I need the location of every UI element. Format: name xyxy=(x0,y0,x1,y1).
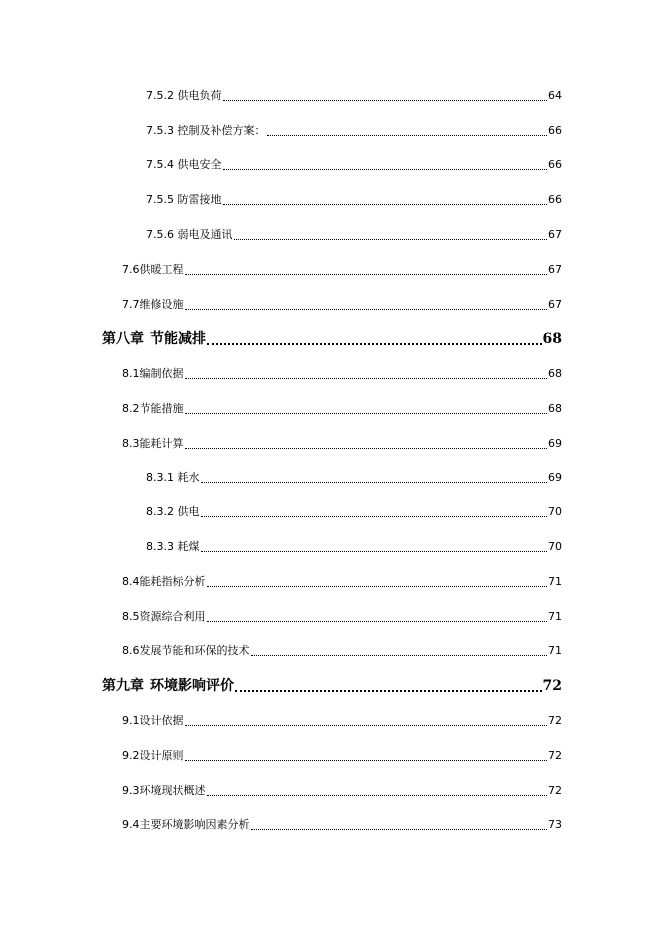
toc-entry-title: 控制及补偿方案： xyxy=(177,124,266,137)
toc-entry-label xyxy=(122,263,184,277)
toc-entry-9-3[interactable] xyxy=(122,784,562,798)
toc-page-number: 69 xyxy=(548,471,562,484)
toc-chapter-label xyxy=(102,330,206,348)
dot-leader xyxy=(207,610,548,624)
toc-entry-8-3-3[interactable] xyxy=(146,540,562,554)
dot-leader xyxy=(235,677,542,695)
toc-entry-label xyxy=(122,402,184,416)
toc-entry-title: 发展节能和环保的技术 xyxy=(139,644,250,657)
toc-entry-title: 供暖工程 xyxy=(139,263,184,276)
toc-entry-label xyxy=(146,124,266,138)
toc-entry-label xyxy=(122,575,206,589)
toc-entry-7-7[interactable] xyxy=(122,298,562,312)
toc-page-number: 70 xyxy=(548,505,562,518)
toc-entry-title: 供电 xyxy=(177,505,200,518)
dot-leader xyxy=(267,124,548,138)
toc-entry-number: 9.1 xyxy=(122,714,140,727)
toc-entry-number: 7.5.6 xyxy=(146,228,174,241)
toc-entry-title: 设计依据 xyxy=(139,714,184,727)
toc-entry-7-5-4[interactable] xyxy=(146,158,562,172)
toc-entry-label xyxy=(122,818,250,832)
toc-entry-number: 8.3 xyxy=(122,437,140,450)
toc-entry-7-5-2[interactable] xyxy=(146,89,562,103)
dot-leader xyxy=(223,193,548,207)
dot-leader xyxy=(185,749,548,763)
toc-entry-label xyxy=(122,437,184,451)
dot-leader xyxy=(185,263,548,277)
toc-entry-9-4[interactable] xyxy=(122,818,562,832)
toc-entry-label xyxy=(122,644,250,658)
toc-entry-label xyxy=(146,540,200,554)
toc-entry-number: 7.5.3 xyxy=(146,124,174,137)
toc-page-number: 66 xyxy=(548,193,562,206)
dot-leader xyxy=(185,367,548,381)
toc-page-number: 66 xyxy=(548,158,562,171)
toc-entry-title: 维修设施 xyxy=(139,298,184,311)
toc-page-number: 67 xyxy=(548,263,562,276)
toc-page-number: 67 xyxy=(548,298,562,311)
toc-entry-number: 8.3.1 xyxy=(146,471,174,484)
toc-entry-label xyxy=(122,784,206,798)
toc-entry-label xyxy=(146,158,222,172)
toc-entry-number: 8.2 xyxy=(122,402,140,415)
toc-page-number: 72 xyxy=(548,714,562,727)
toc-entry-number: 8.3.3 xyxy=(146,540,174,553)
toc-entry-number: 9.2 xyxy=(122,749,140,762)
toc-entry-number: 7.5.2 xyxy=(146,89,174,102)
toc-entry-label xyxy=(146,193,222,207)
toc-chapter-title: 环境影响评价 xyxy=(150,678,234,694)
toc-page-number: 72 xyxy=(548,784,562,797)
toc-page-number: 64 xyxy=(548,89,562,102)
toc-entry-title: 资源综合利用 xyxy=(139,610,206,623)
toc-entry-title: 能耗计算 xyxy=(139,437,184,450)
toc-entry-8-3[interactable] xyxy=(122,437,562,451)
toc-page-number: 71 xyxy=(548,575,562,588)
toc-entry-number: 7.6 xyxy=(122,263,140,276)
toc-entry-number: 9.3 xyxy=(122,784,140,797)
dot-leader xyxy=(185,402,548,416)
toc-entry-number: 9.4 xyxy=(122,818,140,831)
toc-chapter-8[interactable] xyxy=(102,330,562,348)
dot-leader xyxy=(251,818,548,832)
toc-entry-title: 耗水 xyxy=(177,471,200,484)
toc-entry-label xyxy=(146,471,200,485)
toc-page-number: 71 xyxy=(548,610,562,623)
toc-entry-number: 8.5 xyxy=(122,610,140,623)
toc-entry-7-6[interactable] xyxy=(122,263,562,277)
toc-entry-9-2[interactable] xyxy=(122,749,562,763)
dot-leader xyxy=(234,228,548,242)
toc-entry-number: 8.1 xyxy=(122,367,140,380)
toc-page-number: 67 xyxy=(548,228,562,241)
toc-entry-label xyxy=(122,298,184,312)
dot-leader xyxy=(223,158,548,172)
toc-entry-9-1[interactable] xyxy=(122,714,562,728)
dot-leader xyxy=(223,89,548,103)
toc-entry-title: 编制依据 xyxy=(139,367,184,380)
dot-leader xyxy=(185,714,548,728)
toc-chapter-9[interactable] xyxy=(102,677,562,695)
toc-entry-title: 能耗指标分析 xyxy=(139,575,206,588)
toc-entry-title: 节能措施 xyxy=(139,402,184,415)
toc-entry-number: 7.5.5 xyxy=(146,193,174,206)
toc-entry-8-3-1[interactable] xyxy=(146,471,562,485)
dot-leader xyxy=(207,575,548,589)
dot-leader xyxy=(185,437,548,451)
toc-entry-title: 耗煤 xyxy=(177,540,200,553)
toc-entry-8-1[interactable] xyxy=(122,367,562,381)
toc-entry-7-5-3[interactable] xyxy=(146,124,562,138)
toc-entry-8-4[interactable] xyxy=(122,575,562,589)
toc-entry-title: 弱电及通讯 xyxy=(177,228,233,241)
toc-entry-title: 防雷接地 xyxy=(177,193,222,206)
toc-page-number: 72 xyxy=(548,749,562,762)
toc-chapter-label xyxy=(102,677,234,695)
dot-leader xyxy=(207,330,542,348)
dot-leader xyxy=(201,540,548,554)
dot-leader xyxy=(185,298,548,312)
toc-entry-title: 供电负荷 xyxy=(177,89,222,102)
toc-page-number: 70 xyxy=(548,540,562,553)
dot-leader xyxy=(201,505,548,519)
toc-entry-7-5-6[interactable] xyxy=(146,228,562,242)
toc-entry-8-2[interactable] xyxy=(122,402,562,416)
toc-entry-label xyxy=(122,749,184,763)
toc-entry-title: 供电安全 xyxy=(177,158,222,171)
dot-leader xyxy=(201,471,548,485)
toc-chapter-title: 节能减排 xyxy=(150,331,206,347)
toc-page-number: 72 xyxy=(542,678,562,694)
toc-entry-number: 7.5.4 xyxy=(146,158,174,171)
dot-leader xyxy=(251,644,548,658)
toc-entry-7-5-5[interactable] xyxy=(146,193,562,207)
toc-chapter-number: 第九章 xyxy=(102,678,144,694)
toc-entry-8-5[interactable] xyxy=(122,610,562,624)
toc-chapter-number: 第八章 xyxy=(102,331,144,347)
toc-page-number: 69 xyxy=(548,437,562,450)
toc-entry-label xyxy=(146,505,200,519)
toc-entry-title: 设计原则 xyxy=(139,749,184,762)
toc-entry-label xyxy=(122,714,184,728)
toc-entry-number: 8.3.2 xyxy=(146,505,174,518)
toc-page-number: 73 xyxy=(548,818,562,831)
dot-leader xyxy=(207,784,548,798)
toc-entry-number: 8.6 xyxy=(122,644,140,657)
toc-entry-label xyxy=(146,89,222,103)
toc-page-number: 68 xyxy=(548,367,562,380)
toc-entry-title: 主要环境影响因素分析 xyxy=(139,818,250,831)
toc-page-number: 68 xyxy=(542,331,562,347)
toc-page-number: 66 xyxy=(548,124,562,137)
toc-entry-number: 8.4 xyxy=(122,575,140,588)
toc-entry-label xyxy=(122,367,184,381)
toc-entry-8-6[interactable] xyxy=(122,644,562,658)
toc-entry-label xyxy=(146,228,233,242)
toc-entry-label xyxy=(122,610,206,624)
toc-page-number: 68 xyxy=(548,402,562,415)
toc-entry-8-3-2[interactable] xyxy=(146,505,562,519)
toc-entry-title: 环境现状概述 xyxy=(139,784,206,797)
toc-page-number: 71 xyxy=(548,644,562,657)
toc-entry-number: 7.7 xyxy=(122,298,140,311)
